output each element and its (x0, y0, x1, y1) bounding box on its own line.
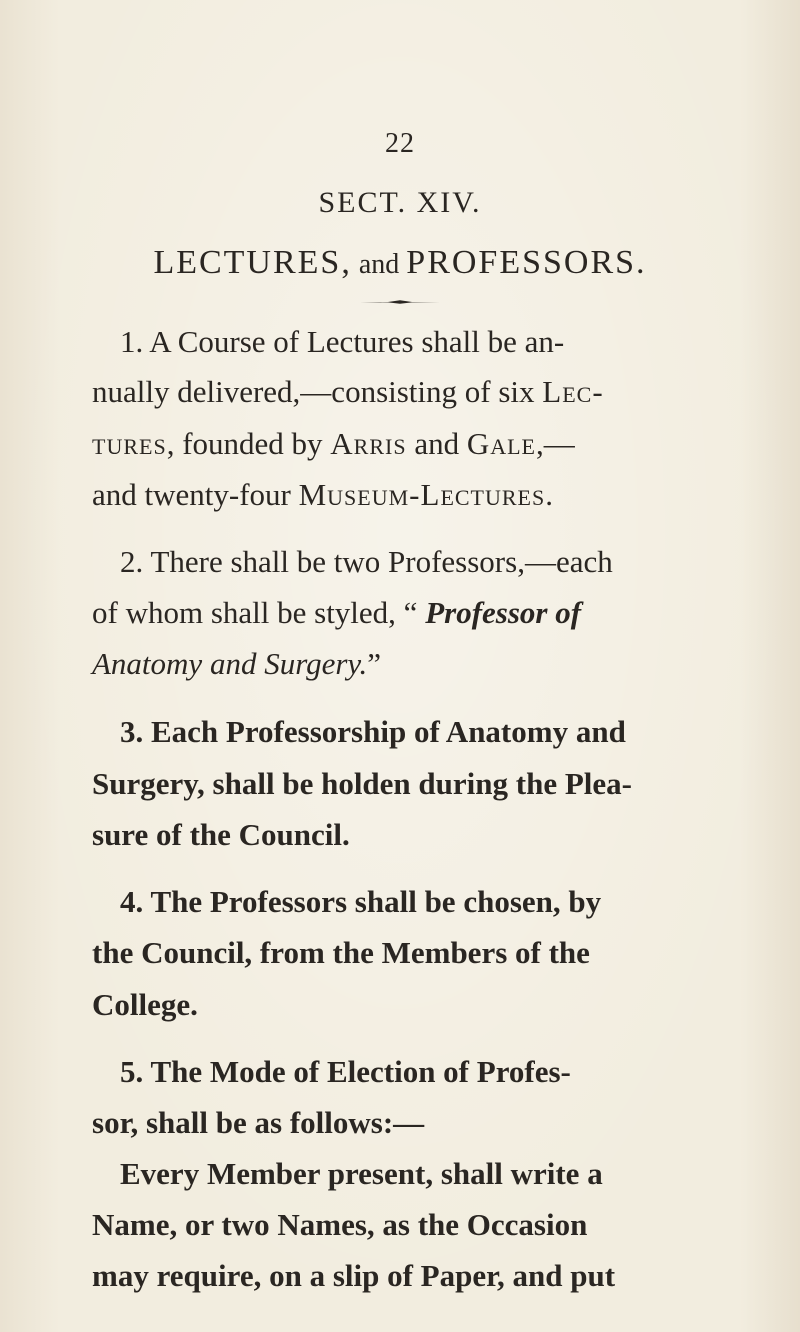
para-2-text: 2. There shall be two Professors,—each (120, 544, 613, 579)
para-1-line-1 (120, 326, 564, 357)
para-3-text: 3. Each Professorship of Anatomy and (120, 714, 626, 749)
para-5-text: Name, or two Names, as the Occasion (92, 1207, 588, 1242)
para-5-line-4 (92, 1209, 587, 1240)
para-1-text: . (545, 477, 553, 512)
para-3-line-1 (120, 716, 626, 747)
para-1-text: , founded by (166, 426, 331, 461)
para-2-text: ” (367, 646, 381, 681)
para-4-line-1 (120, 886, 601, 917)
para-5-line-3 (120, 1158, 603, 1189)
para-1-text: nually delivered,—consisting of six (92, 374, 543, 409)
para-5-text: may require, on a slip of Paper, and put (92, 1258, 616, 1293)
para-1-line-3 (92, 428, 575, 459)
para-2-line-1 (120, 546, 613, 577)
para-1-text: and (406, 426, 467, 461)
title-and: and (351, 249, 407, 280)
page-number: 22 (385, 128, 415, 159)
title-professors: PROFESSORS. (406, 244, 647, 281)
para-2-text: of whom shall be styled, “ (92, 595, 426, 630)
para-4-text: College. (92, 987, 198, 1022)
para-5-line-2 (92, 1107, 424, 1138)
para-3-text: sure of the Council. (92, 817, 350, 852)
para-4-text: the Council, from the Members of the (92, 935, 590, 970)
para-5-text: sor, shall be as follows:— (92, 1105, 425, 1140)
italic-professor-of: Professor of (425, 595, 582, 630)
para-4-line-2 (92, 937, 590, 968)
para-5-text: 5. The Mode of Election of Profes- (120, 1054, 571, 1089)
para-1-line-2 (92, 376, 604, 407)
para-1-text: and twenty-four (92, 477, 299, 512)
section-heading: SECT. XIV. (318, 186, 482, 219)
para-4-line-3 (92, 989, 198, 1020)
para-1-line-4 (92, 479, 553, 510)
para-3-text: Surgery, shall be holden during the Plea- (92, 766, 632, 801)
small-caps-gale: Gale (466, 426, 536, 461)
para-5-line-5 (92, 1260, 615, 1291)
title-lectures: LECTURES, (153, 244, 352, 281)
ornamental-rule (360, 300, 440, 304)
para-3-line-2 (92, 768, 632, 799)
para-5-line-1 (120, 1056, 571, 1087)
small-caps-arris: Arris (330, 426, 407, 461)
para-1-text: ,— (536, 426, 575, 461)
para-3-line-3 (92, 819, 350, 850)
para-2-line-2 (92, 597, 581, 628)
small-caps-lectures: Lec- (542, 374, 604, 409)
para-5-text: Every Member present, shall write a (120, 1156, 603, 1191)
small-caps-museum-lectures: Museum-Lectures (298, 477, 546, 512)
para-4-text: 4. The Professors shall be chosen, by (120, 884, 602, 919)
section-title (0, 244, 800, 282)
para-1-text: 1. A Course of Lectures shall be an- (120, 324, 565, 359)
para-2-line-3 (92, 648, 381, 679)
italic-anatomy-and-surgery: Anatomy and Surgery. (92, 646, 368, 681)
small-caps-tures: tures (92, 426, 167, 461)
